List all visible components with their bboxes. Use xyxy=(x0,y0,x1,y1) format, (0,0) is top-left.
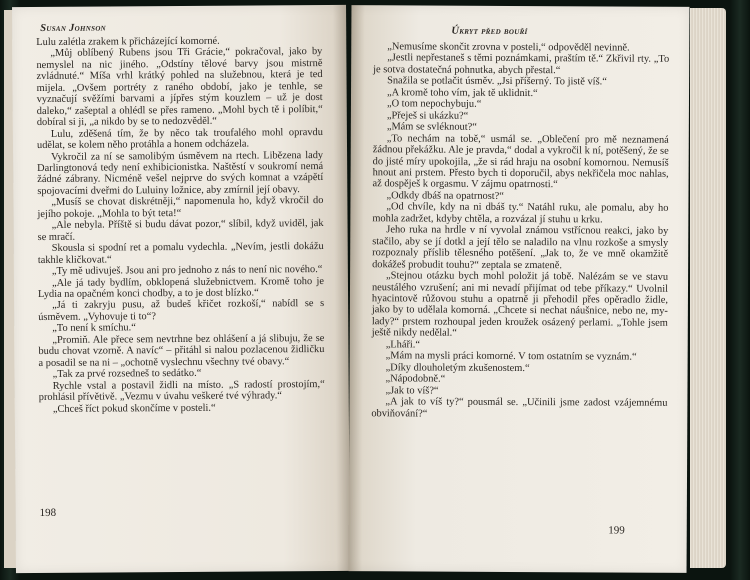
paragraph: Skousla si spodní ret a pomalu vydechla. „Nevím, jestli dokážu takhle kličkovat.“ xyxy=(37,241,324,266)
paragraph: „Ty mě udivuješ. Jsou ani pro jednoho z nás to není nic nového.“ xyxy=(51,264,323,277)
paragraph: „Odkdy dbáš na opatrnost?“ xyxy=(386,190,504,202)
paragraph: „To nechám na tobě,“ usmál se. „Oblečení pro mě neznamená žádnou překážku. Ale je pravda,“ dodal a vykročil k ní, potěšený, že se do jisté míry upokojila, „že si rád hraju na osobní komornou. Nemusíš hnout ani prstem. Přesto bych ti doporučil, abys nekřičela moc nahlas, až dospěješ k orgasmu. V zájmu opatrnosti.“ xyxy=(372,132,669,191)
right-page xyxy=(349,5,690,573)
paragraph: Lulu, zděšená tím, že by něco tak troufalého mohl opravdu udělat, se kolem něho protáhla a honem odcházela. xyxy=(36,126,323,152)
paragraph: „To není k smíchu.“ xyxy=(52,322,136,335)
page-number-right: 199 xyxy=(608,524,625,537)
paragraph: „A kromě toho vím, jak tě uklidnit.“ xyxy=(386,87,538,99)
paragraph: „Stejnou otázku bych mohl položit já tobě. Nalézám se ve stavu neustálého vzrušení; ani mi nevadí přijímat od tebe příkazy.“ Uvolnil hyacintově růžovou stuhu a opatrně ji přehodil přes opěradlo židle, jako by to udělala komorná. „Chcete si nechat náušnice, nebo ne, mylady?“ prstem rozhoupal jeden kroužek osázený perlami. „Tohle jsem ještě nikdy nedělal.“ xyxy=(371,270,669,340)
paragraph: „Ale nebyla. Příště si budu dávat pozor,“ slíbil, když uviděl, jak se mračí. xyxy=(37,218,324,243)
paragraph: „A jak to víš ty?“ pousmál se. „Učinili jsme zadost vzájemnému obviňování?“ xyxy=(371,396,668,420)
paragraph: „Od chvíle, kdy na ni dbáš ty.“ Natáhl ruku, ale pomalu, aby ho mohla zadržet, kdyby chtěla, a rozvázal jí stuhu u krku. xyxy=(372,201,669,226)
paragraph: Snažila se potlačit úsměv. „Jsi příšerný. To jistě víš.“ xyxy=(387,75,607,88)
paragraph: „Tak za prvé rozsedneš to sedátko.“ xyxy=(52,368,202,381)
paragraph: Lulu zalétla zrakem k přicházející komorné. xyxy=(36,35,220,49)
paragraph: „Mám na mysli práci komorné. V tom ostatním se vyznám.“ xyxy=(385,350,637,363)
paragraph: „O tom nepochybuju.“ xyxy=(386,98,482,111)
left-page xyxy=(12,5,350,573)
paragraph: „Musíš se chovat diskrétněji,“ napomenula ho, když vkročil do jejího pokoje. „Mohla to být teta!“ xyxy=(37,195,324,220)
paragraph: „Já ti zakryju pusu, až budeš křičet rozkoší,“ nabídl se s úsměvem. „Vyhovuje ti to“? xyxy=(38,298,325,323)
paragraph: „Nápodobně.“ xyxy=(385,373,446,385)
paragraph: Jeho ruka na hrdle v ní vyvolal známou vstřícnou reakci, jako by stačilo, aby se jí dotkl a její tělo se naladilo na vlnu rozkoše a smysly rozpoznaly příslib tělesného potěšení. „Jak to, že ve mně okamžitě dokážeš probudit touhu?“ zeptala se zmateně. xyxy=(372,224,669,271)
paragraph: „Promiň. Ale přece sem nevtrhne bez ohlášení a já slibuju, že se budu chovat vzorně. A navíc“ – přitáhl si nalou pozlacenou židličku a posadil se na ni – „ochotně vyslechnu všechny tvé obavy.“ xyxy=(38,332,325,369)
paragraph: „Mám se svléknout?“ xyxy=(386,121,477,133)
paragraph: Vykročil za ní se samolibým úsměvem na rtech. Libězena lady Darlingtonová tedy není exhibicionistka. Naštěstí v soukromí nemá žádné zábrany. Nicméně vešel nejprve do svých komnat a vzápětí spojovacími dveřmi do Luluiny ložnice, aby zmírnil její obavy. xyxy=(37,149,324,197)
page-number-left: 198 xyxy=(39,506,57,519)
paragraph: Rychle vstal a postavil židli na místo. „S radostí prostojím,“ prohlásil přívětivě. „Vezmu v úvahu veškeré tvé výhrady.“ xyxy=(38,378,325,404)
paragraph: „Chceš říct pokud skončíme v posteli.“ xyxy=(52,402,216,415)
paragraph: „Jak to víš?“ xyxy=(385,384,439,397)
paragraph: „Můj oblíbený Rubens jsou Tři Grácie,“ pokračoval, jako by nemyslel na nic jiného. „Odstíny tělové barvy jsou mistrně zvládnuté.“ Míša vrhl krátký pohled na služebnou, která je ted mijela. „Ovšem portréty z raného období, jako je tenhle, se vyznačují svěžími barvami a jípřes stým kouzlem – už je dost daleko,“ zašeptal a ohlédl se přes rameno. „Mohl bych tě i políbit,“ dobíral si ji, „a nikdo by se to nedozvěděl.“ xyxy=(36,46,323,129)
right-page-body xyxy=(371,41,669,420)
right-page-edges xyxy=(690,8,726,568)
paragraph: „Nemusíme skončit zrovna v posteli,“ odpověděl nevinně. xyxy=(387,41,630,54)
running-header-author: Susan Johnson xyxy=(40,22,107,34)
paragraph: „Ale já tady bydlím, obklopená služebnictvem. Kromě toho je Lydia na opačném konci chodby, a to je dost blízko.“ xyxy=(37,275,324,300)
paragraph: „Přeješ si ukázku?“ xyxy=(386,110,469,122)
running-header-title: Úkryt před bouří xyxy=(451,25,528,38)
left-page-body xyxy=(36,35,325,415)
paragraph: „Lháři.“ xyxy=(385,339,421,351)
paragraph: „Díky dlouholetým zkušenostem.“ xyxy=(385,361,530,374)
paragraph: „Jestli nepřestaneš s těmi poznámkami, praštím tě.“ Zkřivil rty. „To je sotva dostatečná pohnutka, abych přestal.“ xyxy=(373,52,670,77)
